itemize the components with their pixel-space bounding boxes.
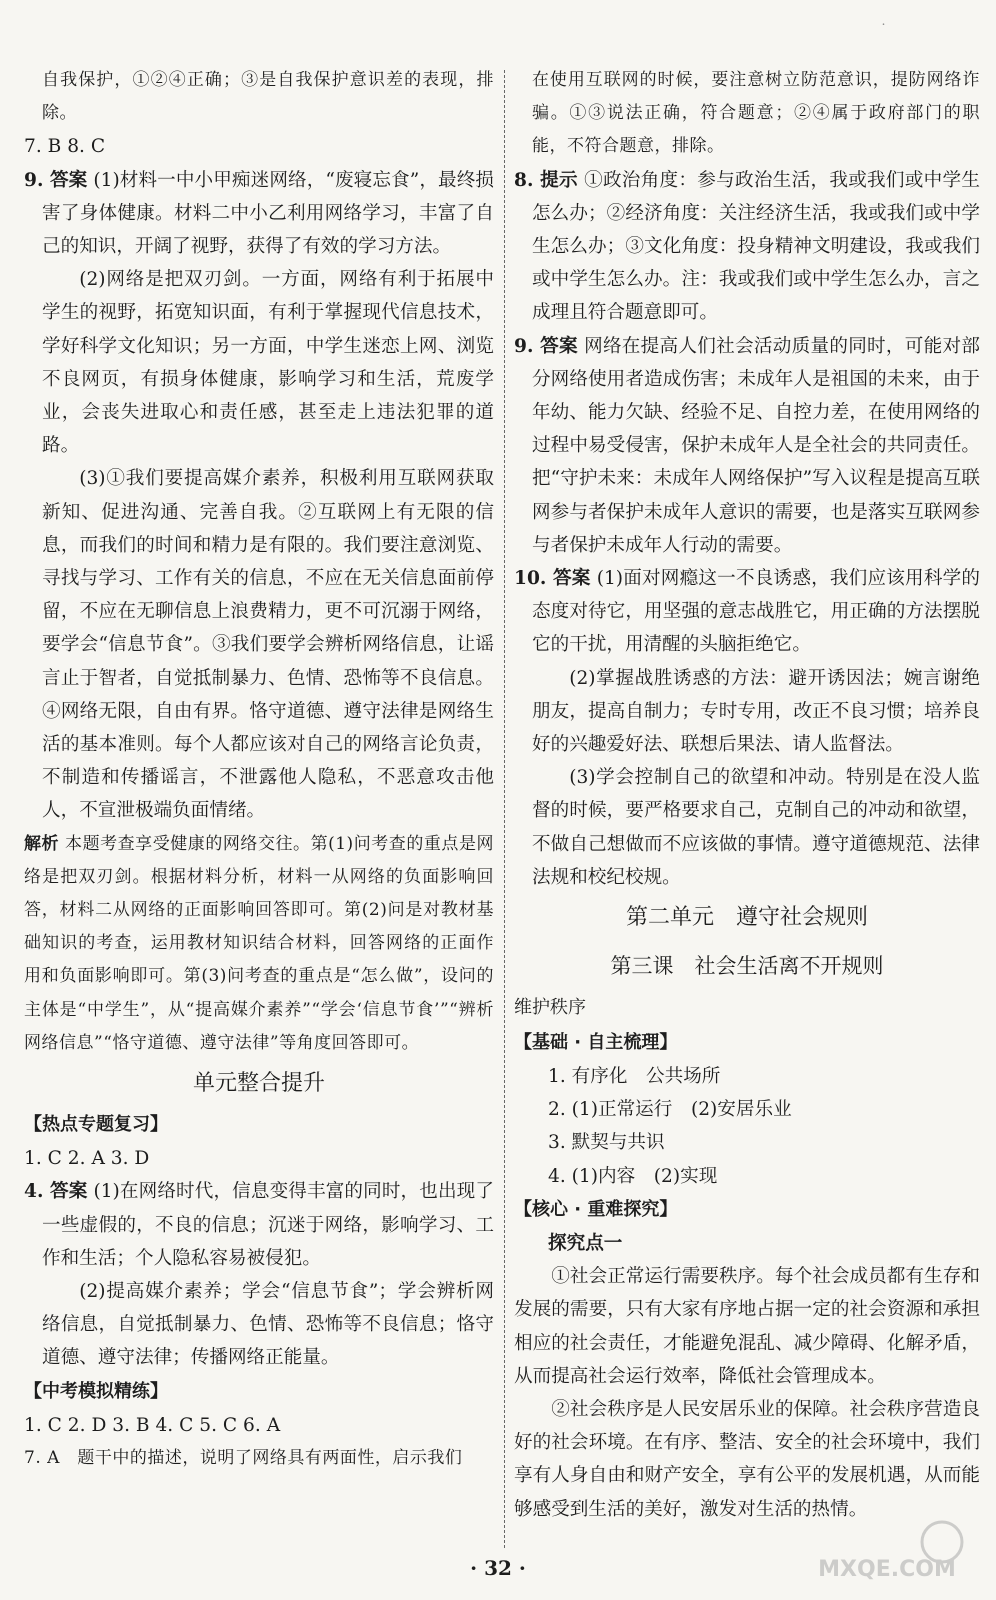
explore-paragraph: ①社会正常运行需要秩序。每个社会成员都有生存和发展的需要，只有大家有序地占据一定的社会资源和承担相应的社会责任，才能避免混乱、减少障碍、化解矛盾，从而提高社会运行效率，降低社会管理成本。 bbox=[514, 1266, 980, 1387]
answer-text: (1)面对网瘾这一不良诱惑，我们应该用科学的态度对待它，用坚强的意志战胜它，用正确的方法摆脱它的干扰，用清醒的头脑拒绝它。 bbox=[532, 568, 980, 656]
answer-text: (1)在网络时代，信息变得丰富的同时，也出现了一些虚假的，不良的信息；沉迷于网络，影响学习、工作和生活；个人隐私容易被侵犯。 bbox=[42, 1181, 494, 1269]
analysis-text: 本题考查享受健康的网络交往。第(1)问考查的重点是网络是把双刃剑。根据材料分析，材料一从网络的负面影响回答，材料二从网络的正面影响回答即可。第(2)问是对教材基础知识的考查，运用教材知识结合材料，回答网络的正面作用和负面影响即可。第(3)问考查的重点是“怎么做”，设问的主体是“中学生”，从“提高媒介素养”“学会‘信息节食’”“辨析网络信息”“恪守道德、遵守法律”等角度回答即可。 bbox=[24, 833, 494, 1053]
left-paragraph: 自我保护，①②④正确；③是自我保护意识差的表现，排除。 bbox=[42, 70, 494, 124]
answer-line: 7. A 题干中的描述，说明了网络具有两面性，启示我们 bbox=[24, 1447, 463, 1468]
hint-label: 8. 提示 bbox=[514, 169, 578, 191]
list-item: 4. (1)内容 (2)实现 bbox=[548, 1165, 718, 1187]
question-10-answer bbox=[514, 562, 980, 662]
column-divider bbox=[504, 70, 505, 1548]
right-column bbox=[514, 64, 980, 1526]
answer-text: 网络在提高人们社会活动质量的同时，可能对部分网络使用者造成伤害；未成年人是祖国的未来，由于年幼、能力欠缺、经验不足、自控力差，在使用网络的过程中易受侵害，保护未成年人是全社会的共同责任。把“守护未来：未成年人网络保护”写入议程是提高互联网参与者保护未成年人意识的需要，也是落实互联网参与者保护未成年人行动的需要。 bbox=[532, 335, 980, 556]
unit-title: 第二单元 遵守社会规则 bbox=[625, 905, 868, 931]
analysis-paragraph bbox=[24, 828, 494, 1060]
answer-line: 1. C 2. A 3. D bbox=[24, 1148, 150, 1170]
explore-paragraph: ②社会秩序是人民安居乐业的保障。社会秩序营造良好的社会环境。在有序、整洁、安全的社会环境中，我们享有人身自由和财产安全，享有公平的发展机遇，从而能够感受到生活的美好，激发对生活的热情。 bbox=[514, 1398, 980, 1520]
question-9-answer bbox=[24, 164, 494, 264]
hint-text: ①政治角度：参与政治生活，我或我们或中学生怎么办；②经济角度：关注经济生活，我或我们或中学生怎么办；③文化角度：投身精神文明建设，我或我们或中学生怎么办。注：我或我们或中学生怎么办，言之成理且符合题意即可。 bbox=[532, 169, 980, 324]
watermark-text: MXQE.COM bbox=[818, 1557, 956, 1582]
lesson-title: 第三课 社会生活离不开规则 bbox=[610, 954, 884, 979]
answer-text: (1)材料一中小甲痴迷网络，“废寝忘食”，最终损害了身体健康。材料二中小乙利用网络学习，丰富了自己的知识，开阔了视野，获得了有效的学习方法。 bbox=[42, 169, 494, 258]
answer-text: (2)网络是把双刃剑。一方面，网络有利于拓展中学生的视野，拓宽知识面，有利于掌握现代信息技术，学好科学文化知识；另一方面，中学生迷恋上网、浏览不良网页，有损身体健康，影响学习和生活，荒废学业，会丧失进取心和责任感，甚至走上违法犯罪的道路。 bbox=[42, 269, 494, 457]
watermark-logo bbox=[792, 1514, 982, 1584]
answer-text: (2)掌握战胜诱惑的方法：避开诱因法；婉言谢绝朋友，提高自制力；专时专用，改正不良习惯；培养良好的兴趣爱好法、联想后果法、请人监督法。 bbox=[532, 667, 980, 756]
analysis-label: 解析 bbox=[24, 833, 60, 854]
question-8-hint bbox=[514, 164, 980, 330]
section-heading: 【中考模拟精练】 bbox=[24, 1380, 168, 1402]
question-4-answer bbox=[24, 1175, 494, 1275]
answer-line: 7. B 8. C bbox=[24, 136, 106, 158]
answer-label: 9. 答案 bbox=[24, 169, 88, 191]
list-item: 2. (1)正常运行 (2)安居乐业 bbox=[548, 1099, 792, 1121]
answer-label: 10. 答案 bbox=[514, 568, 591, 590]
page-number: · 32 · bbox=[470, 1556, 526, 1580]
section-heading: 【核心 · 重难探究】 bbox=[514, 1198, 678, 1220]
answer-text: (2)提高媒介素养；学会“信息节食”；学会辨析网络信息，自觉抵制暴力、色情、恐怖等不良信息；恪守道德、遵守法律；传播网络正能量。 bbox=[42, 1280, 494, 1369]
section-heading: 【热点专题复习】 bbox=[24, 1114, 168, 1136]
section-heading: 【基础 · 自主梳理】 bbox=[514, 1032, 678, 1054]
list-item: 3. 默契与共识 bbox=[548, 1132, 665, 1154]
unit-summary-title: 单元整合提升 bbox=[192, 1071, 325, 1097]
explore-point-title: 探究点一 bbox=[548, 1232, 623, 1254]
answer-label: 4. 答案 bbox=[24, 1181, 88, 1203]
question-9-answer bbox=[514, 330, 980, 562]
answer-label: 9. 答案 bbox=[514, 335, 578, 357]
left-column bbox=[24, 64, 494, 1475]
section-title: 维护秩序 bbox=[514, 997, 586, 1019]
answer-text: (3)学会控制自己的欲望和冲动。特别是在没人监督的时候，要严格要求自己，克制自己的冲动和欲望，不做自己想做而不应该做的事情。遵守道德规范、法律法规和校纪校规。 bbox=[532, 767, 980, 888]
answer-line: 1. C 2. D 3. B 4. C 5. C 6. A bbox=[24, 1414, 281, 1436]
right-paragraph: 在使用互联网的时候，要注意树立防范意识，提防网络诈骗。①③说法正确，符合题意；②④属于政府部门的职能，不符合题意，排除。 bbox=[532, 70, 980, 157]
answer-text: (3)①我们要提高媒介素养，积极利用互联网获取新知、促进沟通、完善自我。②互联网上有无限的信息，而我们的时间和精力是有限的。我们要注意浏览、寻找与学习、工作有关的信息，不应在无关信息面前停留，不应在无聊信息上浪费精力，更不可沉溺于网络，要学会“信息节食”。③我们要学会辨析网络信息，让谣言止于智者，自觉抵制暴力、色情、恐怖等不良信息。④网络无限，自由有界。恪守道德、遵守法律是网络生活的基本准则。每个人都应该对自己的网络言论负责，不制造和传播谣言，不泄露他人隐私，不恶意攻击他人，不宣泄极端负面情绪。 bbox=[42, 468, 494, 822]
list-item: 1. 有序化 公共场所 bbox=[548, 1066, 721, 1088]
scan-mark: ˙ bbox=[880, 22, 887, 38]
